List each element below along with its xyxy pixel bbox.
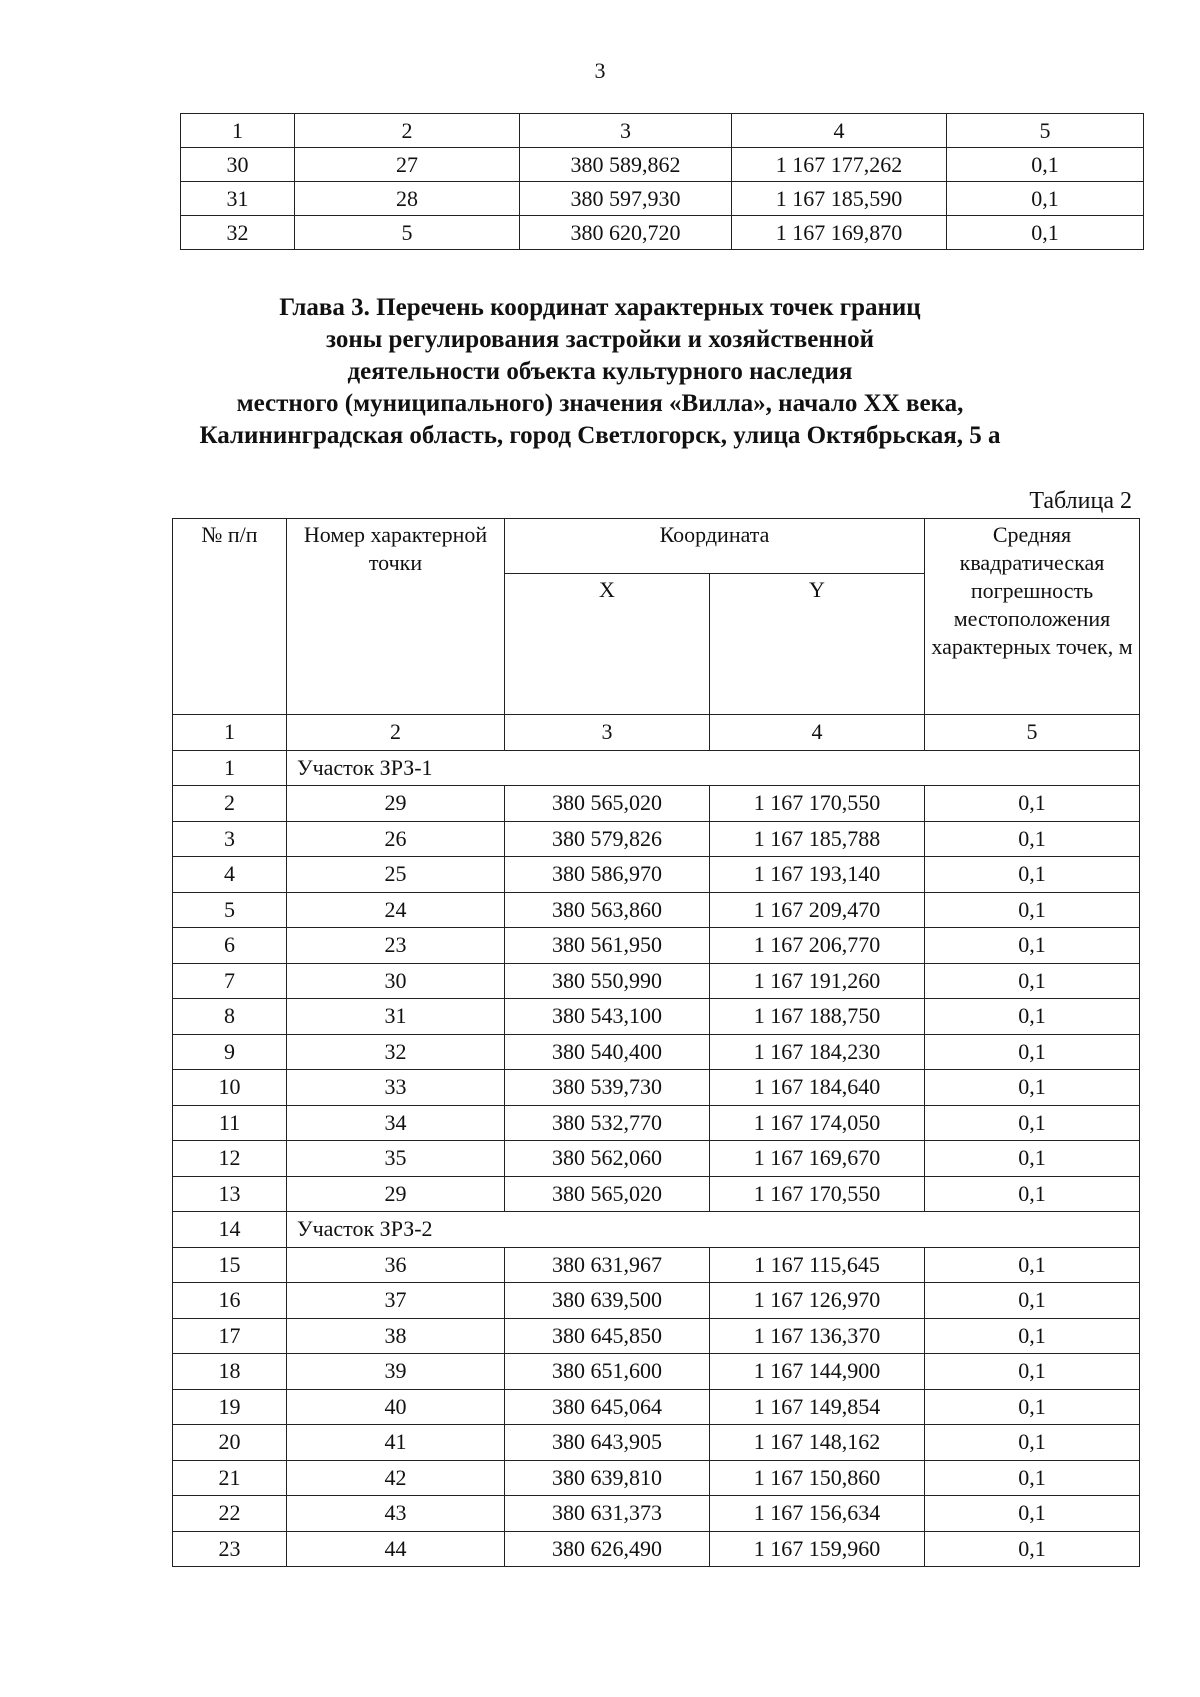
section-label: Участок ЗРЗ-1: [287, 750, 1140, 786]
row-number-cell: 16: [173, 1283, 287, 1319]
y-coordinate-cell: 1 167 169,870: [732, 216, 947, 250]
column-number: 4: [732, 114, 947, 148]
x-coordinate-cell: 380 550,990: [505, 963, 710, 999]
point-number-cell: 40: [287, 1389, 505, 1425]
y-coordinate-cell: 1 167 191,260: [710, 963, 925, 999]
table-row: [173, 1425, 1140, 1461]
y-coordinate-cell: 1 167 170,550: [710, 786, 925, 822]
table-row: [173, 1389, 1140, 1425]
column-number: 5: [925, 715, 1140, 751]
continued-coordinates-table: [180, 113, 1144, 250]
error-cell: 0,1: [947, 216, 1144, 250]
x-coordinate-cell: 380 597,930: [520, 182, 732, 216]
point-number-cell: 37: [287, 1283, 505, 1319]
error-cell: 0,1: [925, 1496, 1140, 1532]
x-coordinate-cell: 380 631,967: [505, 1247, 710, 1283]
x-coordinate-cell: 380 532,770: [505, 1105, 710, 1141]
row-number-cell: 32: [181, 216, 295, 250]
y-coordinate-cell: 1 167 156,634: [710, 1496, 925, 1532]
x-coordinate-cell: 380 543,100: [505, 999, 710, 1035]
row-number-cell: 20: [173, 1425, 287, 1461]
table-row: [173, 1283, 1140, 1319]
section-row: [173, 1212, 1140, 1248]
table-row: [173, 1141, 1140, 1177]
table-row: [173, 892, 1140, 928]
error-cell: 0,1: [925, 1283, 1140, 1319]
y-coordinate-cell: 1 167 136,370: [710, 1318, 925, 1354]
point-number-cell: 27: [295, 148, 520, 182]
table-row: [173, 1318, 1140, 1354]
point-number-cell: 34: [287, 1105, 505, 1141]
point-number-cell: 31: [287, 999, 505, 1035]
x-coordinate-cell: 380 620,720: [520, 216, 732, 250]
error-cell: 0,1: [925, 1034, 1140, 1070]
point-number-cell: 32: [287, 1034, 505, 1070]
x-coordinate-cell: 380 562,060: [505, 1141, 710, 1177]
error-cell: 0,1: [925, 786, 1140, 822]
y-coordinate-cell: 1 167 159,960: [710, 1531, 925, 1567]
error-cell: 0,1: [925, 1425, 1140, 1461]
header-mean-square-error: Средняя квадратическая погрешность местоположения характерных точек, м: [925, 519, 1140, 715]
error-cell: 0,1: [947, 182, 1144, 216]
x-coordinate-cell: 380 626,490: [505, 1531, 710, 1567]
table-row: [173, 928, 1140, 964]
table-row: [173, 1354, 1140, 1390]
row-number-cell: 15: [173, 1247, 287, 1283]
y-coordinate-cell: 1 167 185,590: [732, 182, 947, 216]
row-number-cell: 14: [173, 1212, 287, 1248]
error-cell: 0,1: [925, 821, 1140, 857]
row-number-cell: 6: [173, 928, 287, 964]
column-number: 1: [173, 715, 287, 751]
table-row: [173, 1034, 1140, 1070]
row-number-cell: 9: [173, 1034, 287, 1070]
error-cell: 0,1: [947, 148, 1144, 182]
x-coordinate-cell: 380 589,862: [520, 148, 732, 182]
x-coordinate-cell: 380 540,400: [505, 1034, 710, 1070]
continued-table-body: [181, 114, 1144, 250]
column-number-row: [181, 114, 1144, 148]
column-number: 2: [295, 114, 520, 148]
x-coordinate-cell: 380 643,905: [505, 1425, 710, 1461]
y-coordinate-cell: 1 167 149,854: [710, 1389, 925, 1425]
row-number-cell: 31: [181, 182, 295, 216]
table-row: [173, 1496, 1140, 1532]
y-coordinate-cell: 1 167 126,970: [710, 1283, 925, 1319]
row-number-cell: 13: [173, 1176, 287, 1212]
point-number-cell: 29: [287, 786, 505, 822]
table-row: [173, 786, 1140, 822]
point-number-cell: 42: [287, 1460, 505, 1496]
x-coordinate-cell: 380 645,850: [505, 1318, 710, 1354]
error-cell: 0,1: [925, 928, 1140, 964]
x-coordinate-cell: 380 639,500: [505, 1283, 710, 1319]
point-number-cell: 25: [287, 857, 505, 893]
column-number: 3: [505, 715, 710, 751]
table-row: [173, 1105, 1140, 1141]
header-row-number: № п/п: [173, 519, 287, 715]
error-cell: 0,1: [925, 1531, 1140, 1567]
point-number-cell: 24: [287, 892, 505, 928]
header-point-number: Номер характерной точки: [287, 519, 505, 715]
error-cell: 0,1: [925, 999, 1140, 1035]
table-row: [173, 963, 1140, 999]
table-row: [173, 1176, 1140, 1212]
header-y: Y: [710, 574, 925, 715]
point-number-cell: 26: [287, 821, 505, 857]
chapter-title: [150, 292, 1050, 452]
point-number-cell: 41: [287, 1425, 505, 1461]
section-label: Участок ЗРЗ-2: [287, 1212, 1140, 1248]
table-row: [173, 1247, 1140, 1283]
error-cell: 0,1: [925, 963, 1140, 999]
y-coordinate-cell: 1 167 148,162: [710, 1425, 925, 1461]
error-cell: 0,1: [925, 1318, 1140, 1354]
point-number-cell: 23: [287, 928, 505, 964]
row-number-cell: 2: [173, 786, 287, 822]
point-number-cell: 43: [287, 1496, 505, 1532]
table-row: [181, 148, 1144, 182]
x-coordinate-cell: 380 579,826: [505, 821, 710, 857]
error-cell: 0,1: [925, 1247, 1140, 1283]
point-number-cell: 38: [287, 1318, 505, 1354]
row-number-cell: 23: [173, 1531, 287, 1567]
x-coordinate-cell: 380 631,373: [505, 1496, 710, 1532]
row-number-cell: 21: [173, 1460, 287, 1496]
y-coordinate-cell: 1 167 193,140: [710, 857, 925, 893]
column-number-row: [173, 715, 1140, 751]
error-cell: 0,1: [925, 1460, 1140, 1496]
header-x: X: [505, 574, 710, 715]
row-number-cell: 11: [173, 1105, 287, 1141]
row-number-cell: 19: [173, 1389, 287, 1425]
error-cell: 0,1: [925, 892, 1140, 928]
header-coordinate: Координата: [505, 519, 925, 574]
row-number-cell: 18: [173, 1354, 287, 1390]
x-coordinate-cell: 380 586,970: [505, 857, 710, 893]
y-coordinate-cell: 1 167 184,230: [710, 1034, 925, 1070]
x-coordinate-cell: 380 563,860: [505, 892, 710, 928]
x-coordinate-cell: 380 645,064: [505, 1389, 710, 1425]
error-cell: 0,1: [925, 1141, 1140, 1177]
point-number-cell: 35: [287, 1141, 505, 1177]
column-number: 4: [710, 715, 925, 751]
y-coordinate-cell: 1 167 144,900: [710, 1354, 925, 1390]
chapter-title-line: деятельности объекта культурного наследия: [347, 358, 853, 385]
column-number: 1: [181, 114, 295, 148]
y-coordinate-cell: 1 167 209,470: [710, 892, 925, 928]
section-row: [173, 750, 1140, 786]
x-coordinate-cell: 380 539,730: [505, 1070, 710, 1106]
table-row: [173, 999, 1140, 1035]
chapter-title-line: зоны регулирования застройки и хозяйственной: [325, 326, 875, 353]
table-row: [173, 1460, 1140, 1496]
page-number: 3: [594, 58, 606, 83]
table-caption: Таблица 2: [1029, 488, 1132, 514]
point-number-cell: 39: [287, 1354, 505, 1390]
error-cell: 0,1: [925, 1070, 1140, 1106]
column-number: 3: [520, 114, 732, 148]
row-number-cell: 17: [173, 1318, 287, 1354]
x-coordinate-cell: 380 565,020: [505, 1176, 710, 1212]
y-coordinate-cell: 1 167 188,750: [710, 999, 925, 1035]
column-number: 5: [947, 114, 1144, 148]
point-number-cell: 36: [287, 1247, 505, 1283]
row-number-cell: 10: [173, 1070, 287, 1106]
chapter-title-line: Глава 3. Перечень координат характерных точек границ: [279, 294, 921, 321]
point-number-cell: 44: [287, 1531, 505, 1567]
error-cell: 0,1: [925, 1105, 1140, 1141]
x-coordinate-cell: 380 639,810: [505, 1460, 710, 1496]
point-number-cell: 29: [287, 1176, 505, 1212]
y-coordinate-cell: 1 167 150,860: [710, 1460, 925, 1496]
table-row: [173, 1070, 1140, 1106]
y-coordinate-cell: 1 167 185,788: [710, 821, 925, 857]
error-cell: 0,1: [925, 857, 1140, 893]
table-row: [173, 1531, 1140, 1567]
point-number-cell: 33: [287, 1070, 505, 1106]
x-coordinate-cell: 380 565,020: [505, 786, 710, 822]
row-number-cell: 5: [173, 892, 287, 928]
error-cell: 0,1: [925, 1176, 1140, 1212]
point-number-cell: 28: [295, 182, 520, 216]
boundary-coordinates-table: [172, 518, 1140, 1567]
x-coordinate-cell: 380 651,600: [505, 1354, 710, 1390]
error-cell: 0,1: [925, 1389, 1140, 1425]
y-coordinate-cell: 1 167 174,050: [710, 1105, 925, 1141]
column-number: 2: [287, 715, 505, 751]
y-coordinate-cell: 1 167 170,550: [710, 1176, 925, 1212]
chapter-title-line: Калининградская область, город Светлогорск, улица Октябрьская, 5 а: [199, 422, 1001, 449]
table-row: [181, 182, 1144, 216]
row-number-cell: 22: [173, 1496, 287, 1532]
coordinates-table-body: [173, 750, 1140, 1567]
table-row: [173, 821, 1140, 857]
table-row: [173, 857, 1140, 893]
row-number-cell: 12: [173, 1141, 287, 1177]
row-number-cell: 8: [173, 999, 287, 1035]
y-coordinate-cell: 1 167 177,262: [732, 148, 947, 182]
y-coordinate-cell: 1 167 206,770: [710, 928, 925, 964]
row-number-cell: 4: [173, 857, 287, 893]
point-number-cell: 5: [295, 216, 520, 250]
y-coordinate-cell: 1 167 169,670: [710, 1141, 925, 1177]
table-row: [181, 216, 1144, 250]
y-coordinate-cell: 1 167 184,640: [710, 1070, 925, 1106]
y-coordinate-cell: 1 167 115,645: [710, 1247, 925, 1283]
row-number-cell: 30: [181, 148, 295, 182]
chapter-title-line: местного (муниципального) значения «Вилла», начало XX века,: [236, 390, 964, 417]
row-number-cell: 7: [173, 963, 287, 999]
row-number-cell: 1: [173, 750, 287, 786]
point-number-cell: 30: [287, 963, 505, 999]
row-number-cell: 3: [173, 821, 287, 857]
x-coordinate-cell: 380 561,950: [505, 928, 710, 964]
error-cell: 0,1: [925, 1354, 1140, 1390]
